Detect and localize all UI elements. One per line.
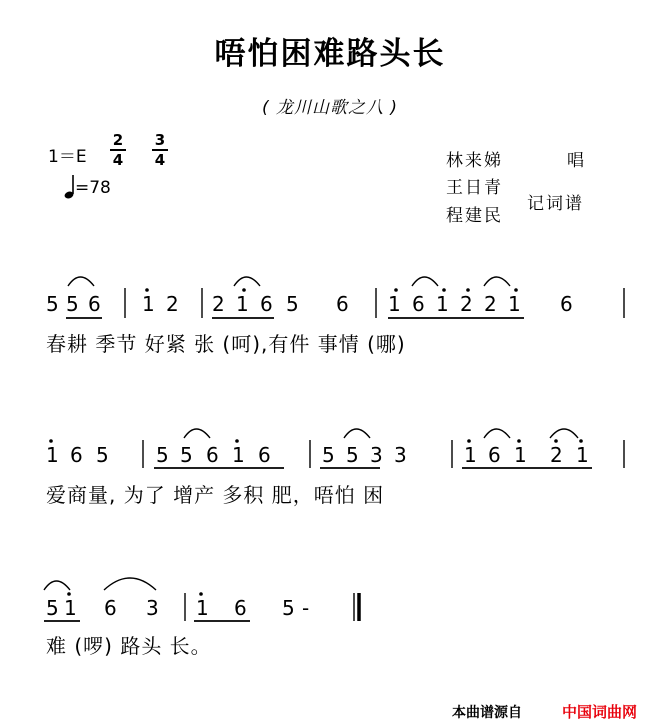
note: 1 (508, 292, 521, 316)
note: 1 (196, 596, 209, 620)
note: 6 (412, 292, 425, 316)
high-dot (235, 439, 239, 443)
note: 2 (166, 292, 179, 316)
note: 6 (560, 292, 573, 316)
lyric-line-3: 难 (啰) 路头 长。 (46, 634, 212, 658)
slur (68, 277, 94, 286)
note: 1 (232, 443, 245, 467)
note: 1 (46, 443, 59, 467)
note: 6 (88, 292, 101, 316)
song-subtitle: ( 龙川山歌之八 ) (261, 98, 399, 118)
note: 1 (514, 443, 527, 467)
key-signature: 1＝E (48, 147, 87, 167)
note: 1 (142, 292, 155, 316)
site-brand-link[interactable]: 中国词曲网 (562, 703, 638, 721)
note: 6 (206, 443, 219, 467)
note: 2 (460, 292, 473, 316)
slur (104, 578, 156, 590)
note: 2 (550, 443, 563, 467)
note: 6 (258, 443, 271, 467)
note: 6 (336, 292, 349, 316)
note: 6 (234, 596, 247, 620)
high-dot (442, 288, 446, 292)
note: 1 (436, 292, 449, 316)
note: 5 (346, 443, 359, 467)
singer-name: 林来娣 (446, 151, 503, 171)
high-dot (49, 439, 53, 443)
high-dot (67, 592, 71, 596)
note: 1 (64, 596, 77, 620)
time-sig-bottom: 4 (112, 151, 124, 169)
high-dot (394, 288, 398, 292)
note: 5 (282, 596, 295, 620)
high-dot (242, 288, 246, 292)
slur (184, 429, 210, 438)
time-sig-top: 3 (154, 131, 166, 149)
note: 5 (96, 443, 109, 467)
note: 2 (212, 292, 225, 316)
slur (412, 277, 438, 286)
note: 3 (370, 443, 383, 467)
note: 5 (156, 443, 169, 467)
slur (550, 429, 578, 438)
note: 5 (46, 292, 59, 316)
note: 3 (394, 443, 407, 467)
note: 6 (260, 292, 273, 316)
note: 2 (484, 292, 497, 316)
source-label: 本曲谱源自 (452, 705, 522, 721)
high-dot (145, 288, 149, 292)
note: 5 (180, 443, 193, 467)
note: - (302, 596, 310, 620)
recorder-name-1: 王日青 (446, 178, 503, 198)
slur (484, 429, 510, 438)
record-label: 记词谱 (527, 194, 584, 214)
lyric-line-2: 爱商量, 为了 增产 多积 肥，唔怕 困 (46, 483, 385, 507)
note: 6 (104, 596, 117, 620)
time-sig-top: 2 (112, 131, 124, 149)
recorder-name-2: 程建民 (446, 206, 503, 226)
note: 5 (322, 443, 335, 467)
high-dot (466, 288, 470, 292)
note: 5 (66, 292, 79, 316)
slur (44, 581, 70, 590)
slur (344, 429, 370, 438)
note: 3 (146, 596, 159, 620)
time-sig-bottom: 4 (154, 151, 166, 169)
note: 5 (286, 292, 299, 316)
tempo-value: =78 (75, 178, 111, 198)
high-dot (199, 592, 203, 596)
note: 6 (488, 443, 501, 467)
note: 5 (46, 596, 59, 620)
song-title: 唔怕困难路头长 (214, 36, 446, 72)
high-dot (554, 439, 558, 443)
lyric-line-1: 春耕 季节 好紧 张 (呵),有件 事情 (哪) (46, 332, 406, 356)
slur (484, 277, 510, 286)
note: 1 (464, 443, 477, 467)
sing-label: 唱 (567, 151, 586, 171)
note: 1 (236, 292, 249, 316)
high-dot (517, 439, 521, 443)
note: 6 (70, 443, 83, 467)
note: 1 (576, 443, 589, 467)
high-dot (579, 439, 583, 443)
high-dot (514, 288, 518, 292)
high-dot (467, 439, 471, 443)
note: 1 (388, 292, 401, 316)
slur (234, 277, 260, 286)
